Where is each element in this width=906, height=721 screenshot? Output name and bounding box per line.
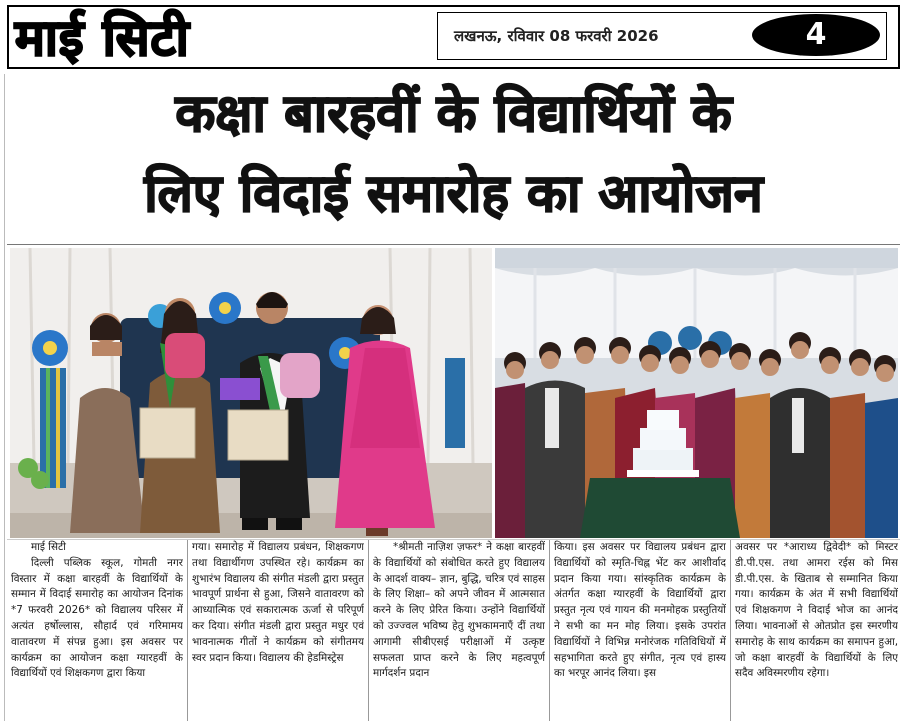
column-rule	[368, 540, 369, 721]
cake-cutting-photo	[495, 248, 898, 538]
column-rule	[549, 540, 550, 721]
masthead	[7, 5, 900, 69]
page-number-badge: 4	[752, 14, 880, 56]
article-paragraph: गया। समारोह में विद्यालय प्रबंधन, शिक्षकगण तथा विद्यार्थीगण उपस्थित रहे। कार्यक्रम का शुभारंभ विद्यालय की संगीत मंडली द्वारा प्रस्तुत भावपूर्ण प्रार्थना से हुआ, जिसने वातावरण को आध्यात्मिक एवं सकारात्मक ऊर्जा से परिपूर्ण कर दिया। संगीत मंडली द्वारा प्रस्तुत मधुर एवं भावनात्मक गीतों ने कार्यक्रम को संगीतमय स्वर प्रदान किया। विद्यालय की हेडमिस्ट्रेस	[192, 541, 364, 664]
headline-divider	[7, 244, 900, 245]
article-paragraph: दिल्ली पब्लिक स्कूल, गोमती नगर विस्तार में कक्षा बारहवीं के विद्यार्थियों के सम्मान में विदाई समारोह का आयोजन दिनांक *7 फरवरी 2026* को विद्यालय परिसर में अत्यंत हर्षोल्लास, सौहार्द एवं गरिमामय वातावरण में संपन्न हुआ। इस अवसर पर कार्यक्रम का आयोजन कक्षा ग्यारहवीं के विद्यार्थियों एवं शिक्षकगण द्वारा किया	[11, 556, 183, 680]
dateline: लखनऊ, रविवार 08 फरवरी 2026	[454, 27, 659, 45]
article-paragraph: *श्रीमती नाज़िश ज़फर* ने कक्षा बारहवीं के विद्यार्थियों को संबोधित करते हुए विद्यालय के आदर्श वाक्य– ज्ञान, बुद्धि, चरित्र एवं साहस के लिए शिक्षा– को अपने जीवन में आत्मसात करने के लिए प्रेरित किया। उन्होंने विद्यार्थियों को उज्ज्वल भविष्य हेतु शुभकामनाएँ दीं तथा आगामी सीबीएसई परीक्षाओं में उत्कृष्ट सफलता प्राप्त करने के लिए महत्वपूर्ण मार्गदर्शन प्रदान	[373, 541, 545, 680]
headline-line-1: कक्षा बारहवीं के विद्यार्थियों के	[175, 84, 732, 144]
dateline-box	[437, 12, 887, 60]
article-byline: माई सिटी	[31, 541, 66, 553]
article-column-5	[735, 540, 898, 721]
article-paragraph: अवसर पर *आराध्य द्विवेदी* को मिस्टर डी.पी.एस. तथा आमरा रईस को मिस डी.पी.एस. के खिताब से सम्मानित किया गया। कार्यक्रम के अंत में सभी विद्यार्थियों एवं शिक्षकगण ने विदाई भोज का आनंद लिया। भावनाओं से ओतप्रोत इस स्मरणीय समारोह के साथ कार्यक्रम का समापन हुआ, जो कक्षा बारहवीं के विद्यार्थियों के लिए सदैव अविस्मरणीय रहेगा।	[735, 541, 898, 680]
headline	[7, 74, 900, 234]
award-ceremony-photo	[10, 248, 492, 538]
article-column-4	[554, 540, 726, 721]
article-paragraph: किया। इस अवसर पर विद्यालय प्रबंधन द्वारा विद्यार्थियों को स्मृति-चिह्न भेंट कर आशीर्वाद प्रदान किया गया। सांस्कृतिक कार्यक्रम के अंतर्गत कक्षा ग्यारहवीं के विद्यार्थियों द्वारा प्रस्तुत नृत्य एवं गायन की मनमोहक प्रस्तुतियों ने सभी का मन मोह लिया। इसके उपरांत विद्यार्थियों ने विभिन्न मनोरंजक गतिविधियों में सहभागिता करते हुए संगीत, नृत्य एवं हास्य का भरपूर आनंद लिया। इस	[554, 541, 726, 680]
masthead-title: माई सिटी	[15, 8, 190, 67]
left-margin-rule	[4, 74, 5, 721]
article-column-1	[11, 540, 183, 721]
headline-line-2: लिए विदाई समारोह का आयोजन	[144, 164, 763, 224]
column-rule	[730, 540, 731, 721]
article-column-3	[373, 540, 545, 721]
article-column-2	[192, 540, 364, 721]
column-rule	[187, 540, 188, 721]
